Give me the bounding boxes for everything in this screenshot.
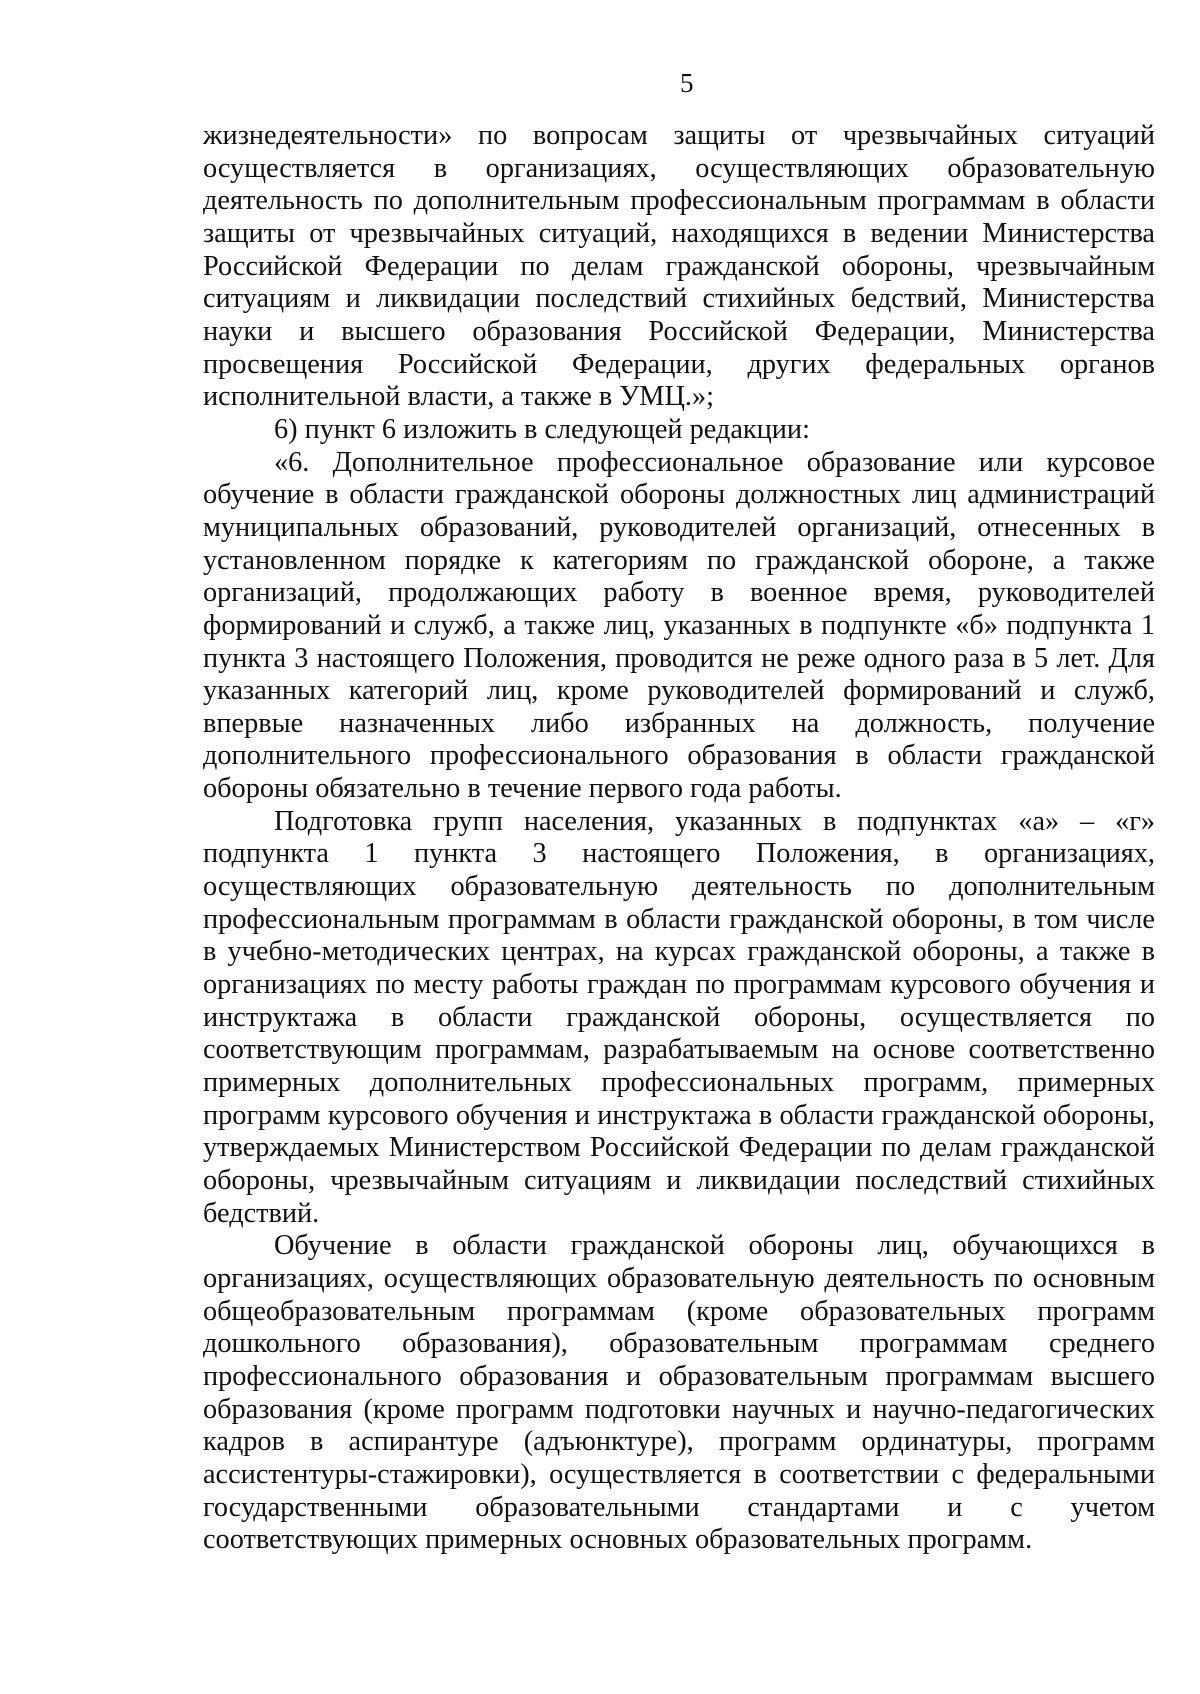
page-number: 5 (680, 68, 694, 98)
document-body (203, 120, 1155, 1557)
paragraph-point-6: «6. Дополнительное профессиональное образование или курсовое обучение в области гражданской обороны должностных лиц администраций муниципальных образований, руководителей организаций, отнесенных в установленном порядке к категориям по гражданской обороне, а также организаций, продолжающих работу в военное время, руководителей формирований и служб, а также лиц, указанных в подпункте «б» подпункта 1 пункта 3 настоящего Положения, проводится не реже одного раза в 5 лет. Для указанных категорий лиц, кроме руководителей формирований и служб, впервые назначенных либо избранных на должность, получение дополнительного профессионального образования в области гражданской обороны обязательно в течение первого года работы. (203, 446, 1155, 805)
paragraph-training-groups: Подготовка групп населения, указанных в подпунктах «а» – «г» подпункта 1 пункта 3 настоящего Положения, в организациях, осуществляющих образовательную деятельность по дополнительным профессиональным программам в области гражданской обороны, в том числе в учебно-методических центрах, на курсах гражданской обороны, а также в организациях по месту работы граждан по программам курсового обучения и инструктажа в области гражданской обороны, осуществляется по соответствующим программам, разрабатываемым на основе соответственно примерных дополнительных профессиональных программ, примерных программ курсового обучения и инструктажа в области гражданской обороны, утверждаемых Министерством Российской Федерации по делам гражданской обороны, чрезвычайным ситуациям и ликвидации последствий стихийных бедствий. (203, 805, 1155, 1229)
paragraph-continuation: жизнедеятельности» по вопросам защиты от чрезвычайных ситуаций осуществляется в организациях, осуществляющих образовательную деятельность по дополнительным профессиональным программам в области защиты от чрезвычайных ситуаций, находящихся в ведении Министерства Российской Федерации по делам гражданской обороны, чрезвычайным ситуациям и ликвидации последствий стихийных бедствий, Министерства науки и высшего образования Российской Федерации, Министерства просвещения Российской Федерации, других федеральных органов исполнительной власти, а также в УМЦ.»; (203, 120, 1155, 413)
paragraph-subitem-6: 6) пункт 6 изложить в следующей редакции: (274, 413, 810, 445)
paragraph-student-training: Обучение в области гражданской обороны лиц, обучающихся в организациях, осуществляющих образовательную деятельность по основным общеобразовательным программам (кроме образовательных программ дошкольного образования), образовательным программам среднего профессионального образования и образовательным программам высшего образования (кроме программ подготовки научных и научно-педагогических кадров в аспирантуре (адъюнктуре), программ ординатуры, программ ассистентуры-стажировки), осуществляется в соответствии с федеральными государственными образовательными стандартами и с учетом соответствующих примерных основных образовательных программ. (203, 1230, 1155, 1556)
